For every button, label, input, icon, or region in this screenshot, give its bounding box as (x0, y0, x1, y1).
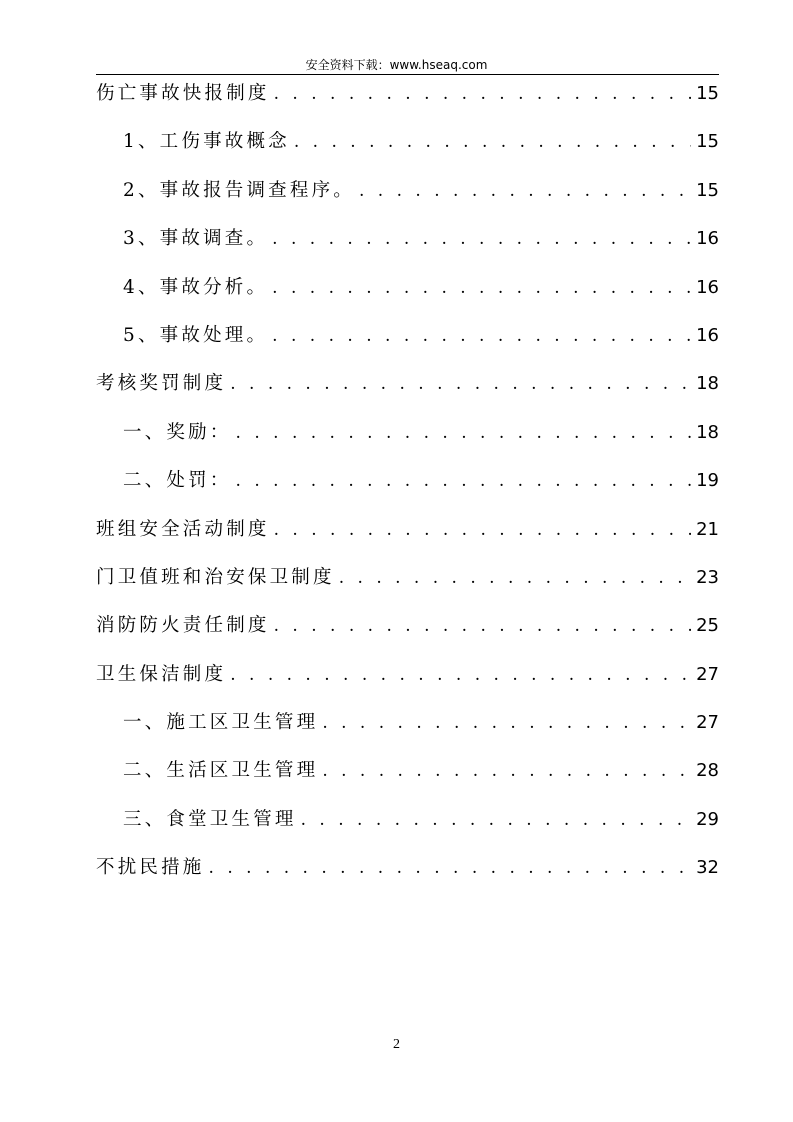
toc-entry-title: 卫生保洁制度 (96, 663, 227, 685)
toc-dot-leader (209, 844, 691, 892)
toc-entry-page-number: 16 (696, 324, 719, 346)
toc-entry[interactable] (96, 699, 719, 747)
toc-entry-title: 班组安全活动制度 (96, 518, 270, 540)
toc-entry-page-number: 27 (696, 712, 719, 734)
toc-dot-leader (322, 699, 691, 747)
toc-dot-leader (272, 312, 691, 360)
toc-entry-page-number: 15 (696, 179, 719, 201)
toc-entry[interactable] (96, 312, 719, 360)
toc-entry[interactable] (96, 70, 719, 118)
toc-entry-page-number: 19 (696, 470, 719, 492)
toc-entry-page-number: 16 (696, 276, 719, 298)
toc-entry-page-number: 15 (696, 131, 719, 153)
toc-entry-page-number: 16 (696, 228, 719, 250)
toc-entry-page-number: 21 (696, 518, 719, 540)
toc-dot-leader (236, 409, 691, 457)
page-header: 安全资料下载：www.hseaq.com (305, 58, 488, 72)
toc-entry[interactable] (96, 264, 719, 312)
toc-entry-page-number: 23 (696, 566, 719, 588)
toc-dot-leader (359, 167, 691, 215)
toc-entry-title: 二、处罚： (123, 470, 232, 492)
toc-entry-page-number: 32 (696, 857, 719, 879)
toc-entry[interactable] (96, 796, 719, 844)
toc-dot-leader (236, 457, 691, 505)
page-number: 2 (393, 1037, 400, 1052)
toc-entry-title: 不扰民措施 (96, 857, 205, 879)
toc-dot-leader (274, 70, 691, 118)
toc-entry-title: 消防防火责任制度 (96, 615, 270, 637)
toc-dot-leader (294, 118, 691, 166)
toc-dot-leader (272, 264, 691, 312)
toc-entry-title: 4、事故分析。 (123, 276, 269, 298)
toc-entry-title: 一、奖励： (123, 421, 232, 443)
toc-entry[interactable] (96, 602, 719, 650)
toc-entry[interactable] (96, 457, 719, 505)
toc-dot-leader (230, 360, 691, 408)
toc-entry-page-number: 27 (696, 663, 719, 685)
toc-entry[interactable] (96, 118, 719, 166)
toc-entry[interactable] (96, 747, 719, 795)
toc-dot-leader (230, 651, 691, 699)
toc-entry-page-number: 29 (696, 808, 719, 830)
toc-dot-leader (322, 747, 691, 795)
toc-dot-leader (339, 554, 691, 602)
toc-entry-title: 3、事故调查。 (123, 228, 269, 250)
toc-entry[interactable] (96, 506, 719, 554)
toc-entry[interactable] (96, 554, 719, 602)
toc-dot-leader (272, 215, 691, 263)
toc-entry[interactable] (96, 360, 719, 408)
toc-entry-title: 5、事故处理。 (123, 324, 269, 346)
toc-entry[interactable] (96, 844, 719, 892)
toc-entry-page-number: 25 (696, 615, 719, 637)
toc-entry-title: 三、食堂卫生管理 (123, 808, 297, 830)
toc-entry-page-number: 18 (696, 373, 719, 395)
toc-entry[interactable] (96, 167, 719, 215)
toc-entry-title: 门卫值班和治安保卫制度 (96, 566, 335, 588)
toc-entry-title: 一、施工区卫生管理 (123, 712, 319, 734)
toc-dot-leader (274, 506, 691, 554)
toc-dot-leader (301, 796, 691, 844)
toc-entry-page-number: 18 (696, 421, 719, 443)
toc-entry-title: 考核奖罚制度 (96, 373, 227, 395)
toc-entry-title: 二、生活区卫生管理 (123, 760, 319, 782)
toc-entry[interactable] (96, 409, 719, 457)
table-of-contents (96, 70, 719, 893)
toc-entry[interactable] (96, 215, 719, 263)
toc-dot-leader (274, 602, 691, 650)
toc-entry-page-number: 28 (696, 760, 719, 782)
toc-entry-page-number: 15 (696, 83, 719, 104)
toc-entry[interactable] (96, 651, 719, 699)
toc-entry-title: 伤亡事故快报制度 (96, 83, 270, 104)
toc-entry-title: 2、事故报告调查程序。 (123, 179, 355, 201)
toc-entry-title: 1、工伤事故概念 (123, 131, 290, 153)
